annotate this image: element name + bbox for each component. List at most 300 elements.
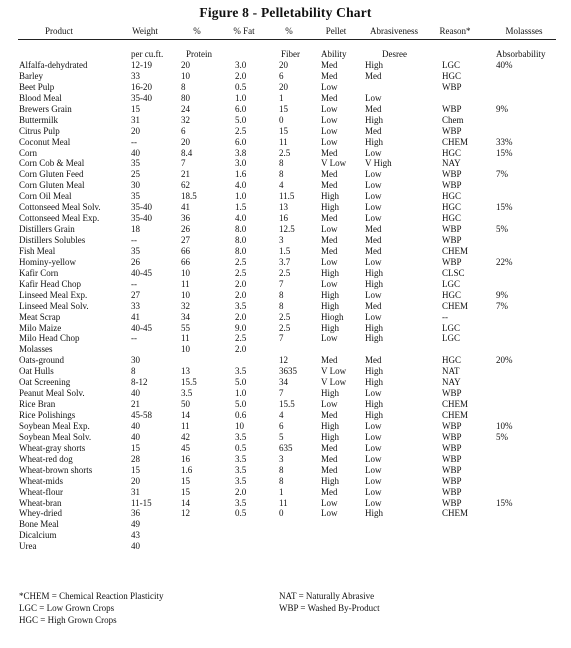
cell-protein: 42 xyxy=(181,431,190,442)
cell-weight: 8 xyxy=(131,366,136,377)
cell-product: Cottonseed Meal Exp. xyxy=(19,213,100,224)
cell-weight: 45-58 xyxy=(131,410,152,420)
cell-fiber: 2.5 xyxy=(279,322,291,333)
cell-abrasiveness: High xyxy=(365,399,383,410)
cell-weight: 28 xyxy=(131,453,140,464)
cell-reason: LGC xyxy=(442,322,460,333)
subheader-pellet: Ability xyxy=(321,49,347,59)
cell-product: Kafir Head Chop xyxy=(19,278,81,289)
cell-product: Linseed Meal Exp. xyxy=(19,289,88,300)
cell-pellet-ability: V Low xyxy=(321,377,347,388)
table-row xyxy=(0,137,571,148)
cell-product: Brewers Grain xyxy=(19,103,72,114)
subheader-molasses: Absorbability xyxy=(496,49,546,59)
cell-fat: 2.0 xyxy=(235,344,247,355)
cell-reason: WBP xyxy=(442,224,462,235)
cell-product: Corn Gluten Meal xyxy=(19,180,85,191)
cell-abrasiveness: V High xyxy=(365,158,392,169)
cell-abrasiveness: Low xyxy=(365,289,382,300)
table-row xyxy=(0,323,571,334)
cell-fat: 3.5 xyxy=(235,497,247,508)
cell-product: Rice Bran xyxy=(19,399,56,410)
table-row xyxy=(0,115,571,126)
cell-fiber: 7 xyxy=(279,333,284,344)
cell-weight: -- xyxy=(131,333,137,344)
cell-fiber: 11.5 xyxy=(279,191,295,202)
cell-protein: 66 xyxy=(181,245,190,256)
cell-fat: 5.0 xyxy=(235,114,247,125)
cell-fat: 5.0 xyxy=(235,377,247,388)
cell-weight: 12-19 xyxy=(131,60,152,70)
footnote-lgc: LGC = Low Grown Crops xyxy=(19,603,115,613)
cell-product: Oats-ground xyxy=(19,355,64,366)
cell-fiber: 4 xyxy=(279,410,284,420)
cell-abrasiveness: Low xyxy=(365,420,382,431)
cell-abrasiveness: Med xyxy=(365,245,382,256)
table-row xyxy=(0,279,571,290)
table-row xyxy=(0,541,571,552)
cell-pellet-ability: Med xyxy=(321,464,338,475)
cell-fat: 3.5 xyxy=(235,464,247,475)
cell-abrasiveness: Low xyxy=(365,191,382,202)
cell-protein: 27 xyxy=(181,235,190,245)
cell-abrasiveness: High xyxy=(365,60,383,70)
cell-fat: 8.0 xyxy=(235,235,247,245)
cell-fiber: 7 xyxy=(279,388,284,399)
cell-pellet-ability: Med xyxy=(321,147,338,158)
table-row xyxy=(0,290,571,301)
cell-product: Wheat-flour xyxy=(19,486,63,497)
cell-pellet-ability: Med xyxy=(321,355,338,366)
cell-reason: CHEM xyxy=(442,136,469,147)
cell-fiber: 11 xyxy=(279,497,288,508)
cell-product: Rice Polishings xyxy=(19,410,76,420)
cell-molasses: 9% xyxy=(496,289,508,300)
cell-abrasiveness: High xyxy=(365,114,383,125)
cell-protein: 10 xyxy=(181,267,190,278)
cell-protein: 15.5 xyxy=(181,377,197,388)
cell-pellet-ability: Med xyxy=(321,235,338,245)
cell-fiber: 13 xyxy=(279,202,288,213)
cell-fiber: 34 xyxy=(279,377,288,388)
cell-molasses: 10% xyxy=(496,420,513,431)
cell-product: Kafir Corn xyxy=(19,267,59,278)
cell-reason: HGC xyxy=(442,202,462,213)
cell-abrasiveness: Low xyxy=(365,169,382,180)
cell-fiber: 15 xyxy=(279,103,288,114)
cell-protein: 36 xyxy=(181,213,190,224)
cell-reason: CHEM xyxy=(442,410,469,420)
cell-weight: 18 xyxy=(131,224,140,235)
cell-fiber: 3 xyxy=(279,453,284,464)
cell-molasses: 40% xyxy=(496,60,513,70)
cell-fat: 2.5 xyxy=(235,125,247,136)
cell-abrasiveness: High xyxy=(365,377,383,388)
cell-fat: 3.5 xyxy=(235,431,247,442)
cell-fat: 6.0 xyxy=(235,136,247,147)
cell-fiber: 6 xyxy=(279,70,284,81)
table-row xyxy=(0,257,571,268)
cell-protein: 1.6 xyxy=(181,464,193,475)
cell-weight: 15 xyxy=(131,442,140,453)
cell-fiber: 8 xyxy=(279,464,284,475)
table-row xyxy=(0,202,571,213)
cell-fat: 2.0 xyxy=(235,278,247,289)
cell-pellet-ability: Low xyxy=(321,81,338,92)
cell-fiber: 1.5 xyxy=(279,245,291,256)
cell-protein: 15 xyxy=(181,486,190,497)
cell-reason: WBP xyxy=(442,497,462,508)
cell-pellet-ability: Med xyxy=(321,169,338,180)
cell-fat: 2.0 xyxy=(235,70,247,81)
table-row xyxy=(0,487,571,498)
cell-fiber: 8 xyxy=(279,475,284,486)
cell-product: Wheat-brown shorts xyxy=(19,464,93,475)
subheader-weight: per cu.ft. xyxy=(131,49,164,59)
cell-reason: HGC xyxy=(442,191,462,202)
cell-abrasiveness: Low xyxy=(365,486,382,497)
cell-weight: 33 xyxy=(131,300,140,311)
cell-pellet-ability: High xyxy=(321,289,339,300)
subheader-protein: Protein xyxy=(186,49,212,59)
cell-pellet-ability: V Low xyxy=(321,158,347,169)
table-row xyxy=(0,71,571,82)
table-row xyxy=(0,410,571,421)
table-row xyxy=(0,476,571,487)
cell-abrasiveness: Low xyxy=(365,431,382,442)
cell-protein: 6 xyxy=(181,125,186,136)
table-row xyxy=(0,158,571,169)
table-row xyxy=(0,301,571,312)
cell-protein: 13 xyxy=(181,366,190,377)
cell-fiber: 20 xyxy=(279,81,288,92)
header-weight: Weight xyxy=(132,26,158,36)
cell-weight: 25 xyxy=(131,169,140,180)
cell-pellet-ability: Low xyxy=(321,497,338,508)
cell-fiber: 12 xyxy=(279,355,288,366)
cell-product: Peanut Meal Solv. xyxy=(19,388,85,399)
cell-fat: 0.5 xyxy=(235,508,247,519)
cell-pellet-ability: Low xyxy=(321,125,338,136)
cell-protein: 7 xyxy=(181,158,186,169)
cell-weight: -- xyxy=(131,235,137,245)
cell-product: Distillers Grain xyxy=(19,224,75,235)
cell-fiber: 12.5 xyxy=(279,224,295,235)
table-row xyxy=(0,169,571,180)
table-row xyxy=(0,333,571,344)
cell-pellet-ability: Hiogh xyxy=(321,311,344,322)
table-row xyxy=(0,191,571,202)
cell-weight: 31 xyxy=(131,486,140,497)
cell-reason: Chem xyxy=(442,114,464,125)
cell-protein: 55 xyxy=(181,322,190,333)
cell-abrasiveness: High xyxy=(365,278,383,289)
cell-reason: LGC xyxy=(442,60,460,70)
cell-reason: HGC xyxy=(442,213,462,224)
cell-abrasiveness: Low xyxy=(365,180,382,191)
header-pellet: Pellet xyxy=(325,26,347,36)
cell-product: Fish Meal xyxy=(19,245,56,256)
cell-product: Hominy-yellow xyxy=(19,256,76,267)
cell-fiber: 8 xyxy=(279,289,284,300)
cell-reason: HGC xyxy=(442,355,462,366)
cell-weight: -- xyxy=(131,278,137,289)
cell-pellet-ability: High xyxy=(321,267,339,278)
cell-weight: 40-45 xyxy=(131,267,152,278)
table-row xyxy=(0,443,571,454)
cell-product: Alfalfa-dehydrated xyxy=(19,60,88,70)
cell-product: Distillers Solubles xyxy=(19,235,86,245)
cell-weight: 35-40 xyxy=(131,92,152,103)
table-row xyxy=(0,508,571,519)
cell-weight: 35 xyxy=(131,245,140,256)
table-row xyxy=(0,388,571,399)
cell-protein: 32 xyxy=(181,114,190,125)
cell-protein: 26 xyxy=(181,224,190,235)
table-row xyxy=(0,421,571,432)
cell-abrasiveness: Low xyxy=(365,464,382,475)
cell-pellet-ability: Low xyxy=(321,399,338,410)
cell-molasses: 15% xyxy=(496,202,513,213)
cell-abrasiveness: Low xyxy=(365,442,382,453)
cell-product: Molasses xyxy=(19,344,53,355)
cell-reason: CHEM xyxy=(442,245,469,256)
cell-fat: 2.0 xyxy=(235,289,247,300)
header-reason: Reason* xyxy=(439,26,471,36)
cell-reason: WBP xyxy=(442,180,462,191)
cell-reason: WBP xyxy=(442,453,462,464)
cell-weight: 20 xyxy=(131,475,140,486)
cell-fat: 1.5 xyxy=(235,202,247,213)
cell-product: Wheat-bran xyxy=(19,497,62,508)
cell-molasses: 33% xyxy=(496,136,513,147)
cell-product: Coconut Meal xyxy=(19,136,71,147)
cell-protein: 10 xyxy=(181,289,190,300)
cell-pellet-ability: Med xyxy=(321,410,338,420)
cell-protein: 16 xyxy=(181,453,190,464)
cell-product: Beet Pulp xyxy=(19,81,55,92)
cell-fiber: 6 xyxy=(279,420,284,431)
cell-product: Oat Screening xyxy=(19,377,71,388)
cell-protein: 24 xyxy=(181,103,190,114)
cell-reason: CLSC xyxy=(442,267,465,278)
table-row xyxy=(0,104,571,115)
cell-product: Linseed Meal Solv. xyxy=(19,300,89,311)
cell-weight: 36 xyxy=(131,508,140,519)
table-row xyxy=(0,530,571,541)
cell-protein: 11 xyxy=(181,278,190,289)
cell-abrasiveness: Low xyxy=(365,147,382,158)
cell-fat: 2.0 xyxy=(235,311,247,322)
cell-pellet-ability: Low xyxy=(321,103,338,114)
cell-fiber: 8 xyxy=(279,300,284,311)
cell-protein: 11 xyxy=(181,420,190,431)
cell-pellet-ability: Low xyxy=(321,114,338,125)
cell-product: Dicalcium xyxy=(19,530,57,541)
cell-molasses: 9% xyxy=(496,103,508,114)
cell-molasses: 5% xyxy=(496,431,508,442)
table-row xyxy=(0,454,571,465)
cell-product: Wheat-mids xyxy=(19,475,63,486)
cell-fiber: 20 xyxy=(279,60,288,70)
cell-protein: 50 xyxy=(181,399,190,410)
data-table xyxy=(0,60,571,552)
cell-abrasiveness: Med xyxy=(365,224,382,235)
cell-reason: WBP xyxy=(442,442,462,453)
header-molasses: Molassses xyxy=(505,26,543,36)
cell-abrasiveness: High xyxy=(365,267,383,278)
cell-weight: 16-20 xyxy=(131,81,152,92)
cell-weight: 40 xyxy=(131,431,140,442)
cell-protein: 14 xyxy=(181,497,190,508)
cell-fat: 2.5 xyxy=(235,267,247,278)
cell-abrasiveness: Med xyxy=(365,300,382,311)
cell-fiber: 3 xyxy=(279,235,284,245)
header-protein: % xyxy=(193,26,201,36)
cell-product: Oat Hulls xyxy=(19,366,54,377)
cell-fiber: 0 xyxy=(279,114,284,125)
cell-reason: HGC xyxy=(442,289,462,300)
cell-molasses: 5% xyxy=(496,224,508,235)
table-row xyxy=(0,60,571,71)
cell-weight: 33 xyxy=(131,70,140,81)
cell-pellet-ability: Med xyxy=(321,70,338,81)
cell-fiber: 0 xyxy=(279,508,284,519)
cell-weight: 41 xyxy=(131,311,140,322)
cell-fat: 10 xyxy=(235,420,244,431)
cell-fiber: 8 xyxy=(279,169,284,180)
cell-weight: 35 xyxy=(131,158,140,169)
cell-reason: WBP xyxy=(442,475,462,486)
footnote-wbp: WBP = Washed By-Product xyxy=(279,603,380,613)
cell-molasses: 15% xyxy=(496,497,513,508)
cell-pellet-ability: Low xyxy=(321,278,338,289)
table-row xyxy=(0,344,571,355)
cell-fiber: 1 xyxy=(279,92,284,103)
cell-weight: 40 xyxy=(131,420,140,431)
cell-weight: -- xyxy=(131,136,137,147)
cell-weight: 15 xyxy=(131,464,140,475)
cell-fat: 2.5 xyxy=(235,256,247,267)
cell-fat: 1.0 xyxy=(235,388,247,399)
cell-reason: WBP xyxy=(442,486,462,497)
cell-product: Blood Meal xyxy=(19,92,62,103)
subheader-fiber: Fiber xyxy=(281,49,300,59)
cell-product: Corn xyxy=(19,147,37,158)
cell-pellet-ability: High xyxy=(321,202,339,213)
table-row xyxy=(0,355,571,366)
cell-protein: 45 xyxy=(181,442,190,453)
cell-fiber: 15.5 xyxy=(279,399,295,410)
cell-pellet-ability: Med xyxy=(321,453,338,464)
cell-pellet-ability: High xyxy=(321,300,339,311)
cell-pellet-ability: Med xyxy=(321,92,338,103)
cell-pellet-ability: Low xyxy=(321,508,338,519)
cell-product: Meat Scrap xyxy=(19,311,61,322)
cell-fat: 2.0 xyxy=(235,486,247,497)
header-divider xyxy=(18,39,556,40)
cell-fiber: 3635 xyxy=(279,366,297,377)
table-row xyxy=(0,224,571,235)
cell-protein: 62 xyxy=(181,180,190,191)
cell-product: Cottonseed Meal Solv. xyxy=(19,202,101,213)
cell-product: Wheat-red dog xyxy=(19,453,73,464)
cell-reason: WBP xyxy=(442,169,462,180)
cell-weight: 26 xyxy=(131,256,140,267)
cell-weight: 40 xyxy=(131,541,140,552)
cell-fat: 9.0 xyxy=(235,322,247,333)
cell-protein: 21 xyxy=(181,169,190,180)
cell-product: Citrus Pulp xyxy=(19,125,60,136)
cell-product: Corn Oil Meal xyxy=(19,191,72,202)
cell-fat: 0.5 xyxy=(235,442,247,453)
cell-abrasiveness: Low xyxy=(365,256,382,267)
cell-reason: NAY xyxy=(442,377,461,388)
cell-fat: 0.6 xyxy=(235,410,247,420)
cell-abrasiveness: Low xyxy=(365,92,382,103)
cell-product: Whey-dried xyxy=(19,508,62,519)
cell-fat: 3.0 xyxy=(235,158,247,169)
cell-weight: 35-40 xyxy=(131,202,152,213)
cell-product: Barley xyxy=(19,70,43,81)
cell-weight: 11-15 xyxy=(131,497,152,508)
cell-molasses: 20% xyxy=(496,355,513,366)
cell-pellet-ability: Low xyxy=(321,136,338,147)
cell-weight: 35-40 xyxy=(131,213,152,224)
cell-fat: 6.0 xyxy=(235,103,247,114)
cell-fat: 8.0 xyxy=(235,245,247,256)
table-row xyxy=(0,235,571,246)
cell-fat: 0.5 xyxy=(235,81,247,92)
cell-fiber: 4 xyxy=(279,180,284,191)
cell-weight: 8-12 xyxy=(131,377,148,388)
cell-weight: 40 xyxy=(131,147,140,158)
cell-reason: WBP xyxy=(442,464,462,475)
cell-product: Milo Maize xyxy=(19,322,62,333)
cell-product: Soybean Meal Exp. xyxy=(19,420,90,431)
table-row xyxy=(0,246,571,257)
table-row xyxy=(0,498,571,509)
cell-fat: 3.5 xyxy=(235,453,247,464)
cell-fiber: 3.7 xyxy=(279,256,291,267)
cell-abrasiveness: High xyxy=(365,322,383,333)
cell-fiber: 2.5 xyxy=(279,267,291,278)
cell-fat: 1.0 xyxy=(235,191,247,202)
cell-abrasiveness: Low xyxy=(365,453,382,464)
cell-fat: 3.0 xyxy=(235,60,247,70)
cell-reason: CHEM xyxy=(442,399,469,410)
cell-fat: 4.0 xyxy=(235,213,247,224)
table-row xyxy=(0,93,571,104)
cell-fat: 4.0 xyxy=(235,180,247,191)
cell-weight: 40 xyxy=(131,388,140,399)
cell-reason: CHEM xyxy=(442,300,469,311)
cell-pellet-ability: Med xyxy=(321,486,338,497)
table-row xyxy=(0,519,571,530)
cell-protein: 32 xyxy=(181,300,190,311)
cell-product: Soybean Meal Solv. xyxy=(19,431,92,442)
cell-protein: 12 xyxy=(181,508,190,519)
cell-fiber: 2.5 xyxy=(279,311,291,322)
cell-fat: 3.5 xyxy=(235,300,247,311)
header-fiber: % xyxy=(285,26,293,36)
cell-abrasiveness: Low xyxy=(365,202,382,213)
cell-abrasiveness: Med xyxy=(365,355,382,366)
cell-weight: 21 xyxy=(131,399,140,410)
cell-abrasiveness: Low xyxy=(365,311,382,322)
cell-pellet-ability: Low xyxy=(321,333,338,344)
cell-molasses: 22% xyxy=(496,256,513,267)
